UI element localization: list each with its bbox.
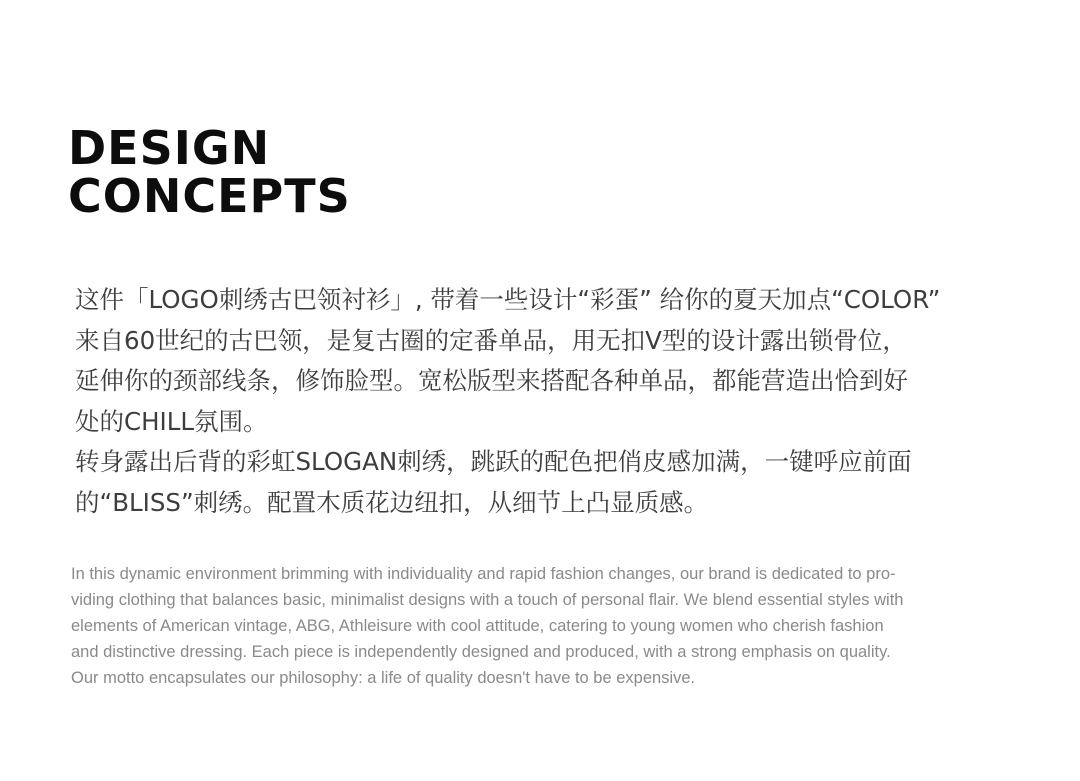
chinese-description: [75, 280, 1015, 523]
chinese-line-2: 来自60世纪的古巴领，是复古圈的定番单品，用无扣V型的设计露出锁骨位，: [75, 325, 907, 355]
page-title: [68, 121, 351, 223]
english-line-5: Our motto encapsulates our philosophy: a life of quality doesn't have to be expensive.: [71, 669, 696, 687]
chinese-line-5: 转身露出后背的彩虹SLOGAN刺绣，跳跃的配色把俏皮感加满，一键呼应前面: [75, 447, 912, 476]
english-description: [71, 561, 1016, 691]
chinese-line-3: 延伸你的颈部线条，修饰脸型。宽松版型来搭配各种单品，都能营造出恰到好: [75, 366, 908, 395]
english-line-1: In this dynamic environment brimming with individuality and rapid fashion changes, our brand is dedicated to pro-: [71, 565, 896, 583]
chinese-line-1: 这件「LOGO刺绣古巴领衬衫」, 带着一些设计“彩蛋” 给你的夏天加点“COLOR”: [75, 285, 941, 314]
english-line-4: and distinctive dressing. Each piece is independently designed and produced, with a strong emphasis on quality.: [71, 643, 891, 661]
title-line-2: CONCEPTS: [68, 169, 351, 223]
chinese-line-6: 的“BLISS”刺绣。配置木质花边纽扣，从细节上凸显质感。: [75, 487, 709, 517]
english-line-2: viding clothing that balances basic, minimalist designs with a touch of personal flair. We blend essential styles with: [71, 591, 904, 609]
english-line-3: elements of American vintage, ABG, Athleisure with cool attitude, catering to young women who cherish fashion: [71, 617, 884, 635]
title-line-1: DESIGN: [68, 121, 271, 175]
chinese-line-4: 处的CHILL氛围。: [75, 406, 268, 436]
